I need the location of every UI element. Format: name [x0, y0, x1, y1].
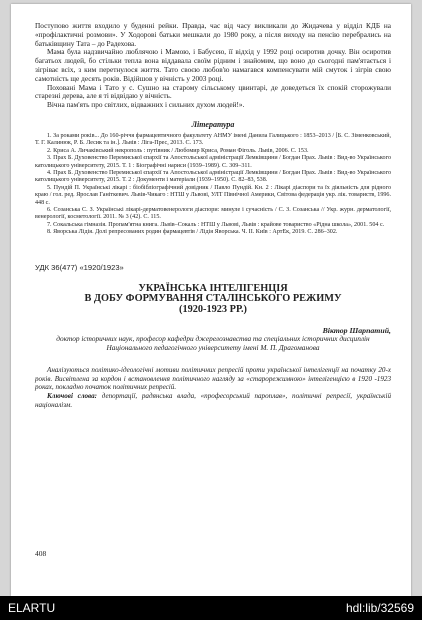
- reference-item: 4. Прах Б. Духовенство Перемиської єпархії та Апостольської адміністрації Лемківщини / Богдан Прах. Львів : Вид-во Українського католицького університету, 2015. Т. 2 : Документи і матеріали (1939–1950). С. 82–83, 538.: [35, 170, 391, 184]
- body-paragraph-4: Вічна пам'ять про світлих, відважних і сильних духом людей!».: [47, 100, 245, 110]
- reference-item: 6. Созанська С. З. Українські лікарі-дерматовенерологи діаспори: минуле і сучасність / С. З. Созанська // Укр. журн. дерматології, венерології, косметології. 2011. № 3 (42). С. 115.: [35, 207, 391, 221]
- keywords: [35, 392, 391, 409]
- reference-item: 1. За роками років... До 160-річчя фармацевтичного факультету АНМУ імені Данила Галицького : 1853–2013 / [Б. С. Зіменковський, Т. Г. Калинюк, Р. Б. Лесик та ін.]. Львів : Ліга-Прес, 2013. С. 173.: [35, 132, 391, 147]
- article-title: [35, 284, 391, 316]
- footer-handle-link[interactable]: hdl:lib/32569: [345, 601, 414, 615]
- reference-item: 8. Яворська Лідія. Долі репресованих родин фармацевтів / Лідія Яворська. Ч. ІІ. Київ : АртЕк, 2019. С. 286–302.: [47, 229, 338, 236]
- document-page: [11, 4, 411, 596]
- page-number: 408: [35, 549, 47, 558]
- abstract: Аналізуються політико-ідеологічні мотиви політичних репресій проти української інтелігенції на початку 20-х років. Висвітлена за кордон і встановлення політичного нагляду за «старорежимною» інтелігенцією в 1920 -1923 роках, покладно початок політичних репресій.: [35, 366, 391, 392]
- reference-item: 7. Сокальська гімназія. Пропам'ятна книга. Львів–Сокаль : НТШ у Львові, Львів : крайове товариство «Рідна школа», 2001. 504 с.: [47, 221, 385, 228]
- body-paragraph-2: Мама була надзвичайно люблячою і Мамою, і Бабусею, її відхід у 1992 році осиротив дочку. Він осиротив багатьох людей, бо стільки тепла вона віддавала своїм рідним і знайомим, що воно до сьогодні пам'ятається і зігріває всіх, з ким перетнулося життя. Тато своєю любов'ю намагався компенсувати мій смуток і зігрів свою самотність ще десять років. Відійшов у вічність у 2003 році.: [35, 47, 391, 83]
- body-paragraph-3: Поховані Мама і Тато у с. Сушно на старому сільському цвинтарі, де доведеться їх спокій сторожували старезні дерева, але я ті відвідаю у вічність.: [35, 82, 391, 101]
- page-content: [35, 22, 391, 409]
- footer-bar: [0, 596, 422, 620]
- article-title-line: В ДОБУ ФОРМУВАННЯ СТАЛІНСЬКОГО РЕЖИМУ: [84, 293, 342, 305]
- author-affiliation: доктор історичних наук, професор кафедри джерелознавства та спеціальних історичних дисциплін Національного педагогічного університету імені М. П. Драгоманова: [56, 334, 370, 352]
- article-title-line: УКРАЇНСЬКА ІНТЕЛІГЕНЦІЯ: [138, 282, 288, 294]
- reference-item: 3. Прах Б. Духовенство Перемиської єпархії та Апостольської адміністрації Лемківщини / Богдан Прах. Львів : Вид-во Українського католицького університету, 2015. Т. 1 : Біографічні нариси (1939–1989). С. 309–311.: [35, 155, 391, 169]
- udk-code: УДК 36(477) «1920/1923»: [35, 262, 124, 272]
- article-title-line: (1920-1923 РР.): [179, 304, 247, 316]
- keywords-label: Ключові слова:: [47, 392, 98, 401]
- author-name: Віктор Шарпатий,: [322, 326, 391, 336]
- reference-list: [35, 133, 391, 237]
- literature-heading: Література: [191, 119, 235, 129]
- body-paragraph-1: Поступово життя входило у буденні рейки. Правда, час від часу викликали до Жидачева у відділ КДБ на «профілактичні розмови». У Ходорові батьки мешкали до 1980 року, а після виходу на пенсію перебрались на батьківщину Тата – до Радехова.: [35, 21, 391, 48]
- footer-repository-name: ELARTU: [8, 601, 56, 615]
- reference-item: 2. Криса А. Личаківський некрополь : путівник / Любомир Криса, Роман Фіголь. Львів, 2006. С. 153.: [47, 147, 309, 154]
- reference-item: 5. Пундій П. Українські лікарі : біобібліографічний довідник / Павло Пундій. Кн. 2 : Лікарі діаспори та їх діяльність для рідного краю / гол. ред. Ярослав Ганіткевич. Львів-Чикаго : НТШ у Львові, УЛТ Північної Америки, Світова федерація укр. лік. товариств, 1996. 448 с.: [35, 184, 391, 206]
- keywords-text: депортації, радянська влада, «професорський пароплав», політичні репресії, українській націоналізм.: [35, 392, 391, 409]
